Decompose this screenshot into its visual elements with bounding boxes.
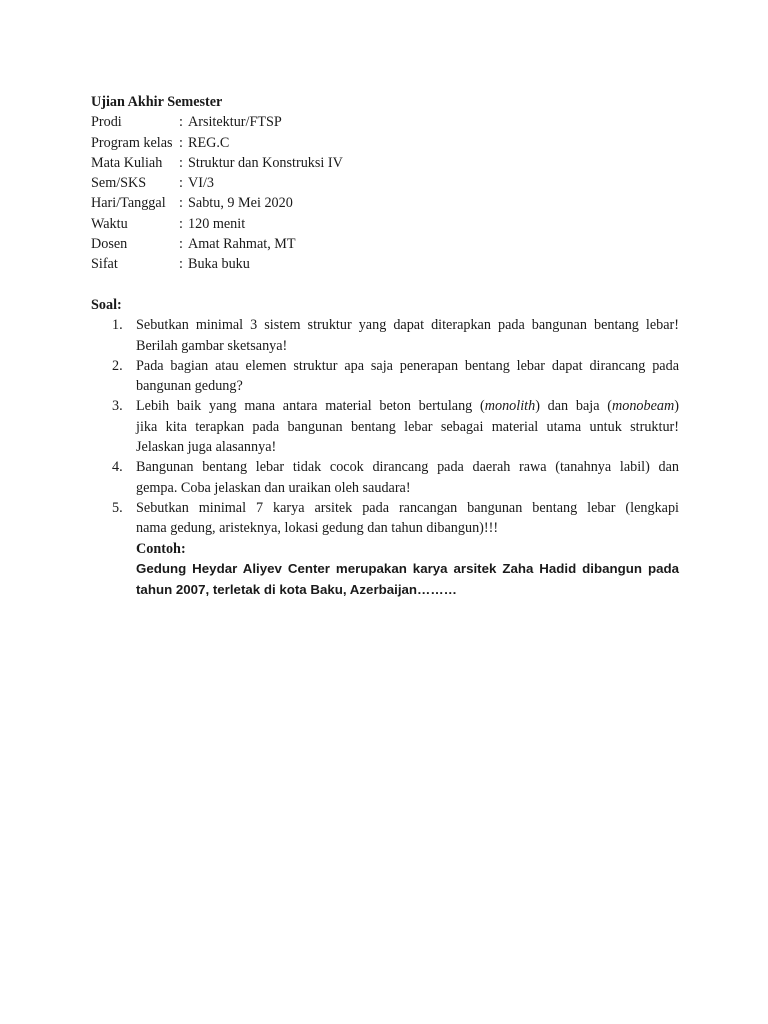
question-number: 2.	[112, 357, 123, 374]
meta-separator: :	[179, 215, 183, 232]
meta-label: Waktu	[91, 215, 128, 232]
meta-separator: :	[179, 195, 183, 212]
example-line: tahun 2007, terletak di kota Baku, Azerbaijan………	[136, 581, 457, 597]
question-line: jika kita terapkan pada bangunan bentang lebar sebagai material utama untuk struktur!	[136, 418, 679, 435]
question-text	[136, 396, 679, 457]
meta-row-hari-tanggal	[91, 193, 679, 213]
meta-row-program-kelas	[91, 133, 679, 153]
question-text-part: ) dan baja (	[535, 398, 612, 415]
example-label: Contoh:	[136, 540, 186, 557]
exam-title: Ujian Akhir Semester	[91, 94, 223, 110]
meta-row-waktu	[91, 214, 679, 234]
exam-document	[91, 92, 679, 600]
question-number: 3.	[112, 398, 123, 415]
example-block	[136, 539, 679, 601]
meta-value: Amat Rahmat, MT	[188, 236, 296, 253]
meta-label: Program kelas	[91, 134, 173, 151]
meta-value: 120 menit	[188, 215, 246, 232]
meta-value: Struktur dan Konstruksi IV	[188, 154, 343, 171]
meta-separator: :	[179, 175, 183, 192]
meta-separator: :	[179, 256, 183, 273]
question-line: Jelaskan juga alasannya!	[136, 439, 277, 456]
question-line: gempa. Coba jelaskan dan uraikan oleh saudara!	[136, 479, 411, 496]
question-line: Bangunan bentang lebar tidak cocok dirancang pada daerah rawa (tanahnya labil) dan	[136, 459, 679, 476]
question-text	[136, 315, 679, 356]
meta-label: Sifat	[91, 256, 118, 273]
question-number: 1.	[112, 317, 123, 334]
meta-label: Dosen	[91, 236, 128, 253]
meta-row-mata-kuliah	[91, 153, 679, 173]
question-list	[91, 315, 679, 538]
meta-value: Sabtu, 9 Mei 2020	[188, 195, 293, 212]
question-line: Sebutkan minimal 7 karya arsitek pada rancangan bangunan bentang lebar (lengkapi	[136, 499, 679, 516]
question-text-part: Lebih baik yang mana antara material beton bertulang (	[136, 398, 485, 415]
question-item	[91, 356, 679, 397]
question-line: Pada bagian atau elemen struktur apa saja penerapan bentang lebar dapat dirancang pada	[136, 357, 679, 374]
question-line	[136, 396, 679, 416]
italic-term: monobeam	[611, 398, 675, 415]
question-item	[91, 396, 679, 457]
meta-row-prodi	[91, 112, 679, 132]
meta-value: REG.C	[188, 134, 230, 151]
meta-label: Hari/Tanggal	[91, 195, 166, 212]
question-text	[136, 457, 679, 498]
meta-label: Mata Kuliah	[91, 154, 163, 171]
question-line: Sebutkan minimal 3 sistem struktur yang dapat diterapkan pada bangunan bentang lebar!	[136, 317, 679, 334]
example-text	[136, 559, 679, 601]
meta-row-dosen	[91, 234, 679, 254]
example-line: Gedung Heydar Aliyev Center merupakan karya arsitek Zaha Hadid dibangun pada	[136, 560, 679, 576]
meta-separator: :	[179, 134, 183, 151]
question-line: Berilah gambar sketsanya!	[136, 337, 288, 354]
question-text	[136, 498, 679, 539]
meta-row-sifat	[91, 254, 679, 274]
italic-term: monolith	[484, 398, 536, 415]
question-text	[136, 356, 679, 397]
question-item	[91, 315, 679, 356]
meta-value: Buka buku	[188, 256, 250, 273]
meta-value: Arsitektur/FTSP	[188, 114, 282, 131]
meta-separator: :	[179, 236, 183, 253]
meta-value: VI/3	[188, 175, 215, 192]
meta-separator: :	[179, 154, 183, 171]
question-number: 4.	[112, 459, 123, 476]
question-item	[91, 498, 679, 539]
meta-label: Sem/SKS	[91, 175, 147, 192]
exam-meta	[91, 112, 679, 274]
question-item	[91, 457, 679, 498]
question-text-part: )	[674, 398, 679, 415]
question-number: 5.	[112, 499, 123, 516]
meta-row-sem-sks	[91, 173, 679, 193]
soal-heading: Soal:	[91, 296, 122, 313]
question-line: nama gedung, aristeknya, lokasi gedung dan tahun dibangun)!!!	[136, 520, 499, 537]
question-line: bangunan gedung?	[136, 378, 243, 395]
meta-label: Prodi	[91, 114, 122, 131]
spacer	[91, 275, 679, 295]
meta-separator: :	[179, 114, 183, 131]
